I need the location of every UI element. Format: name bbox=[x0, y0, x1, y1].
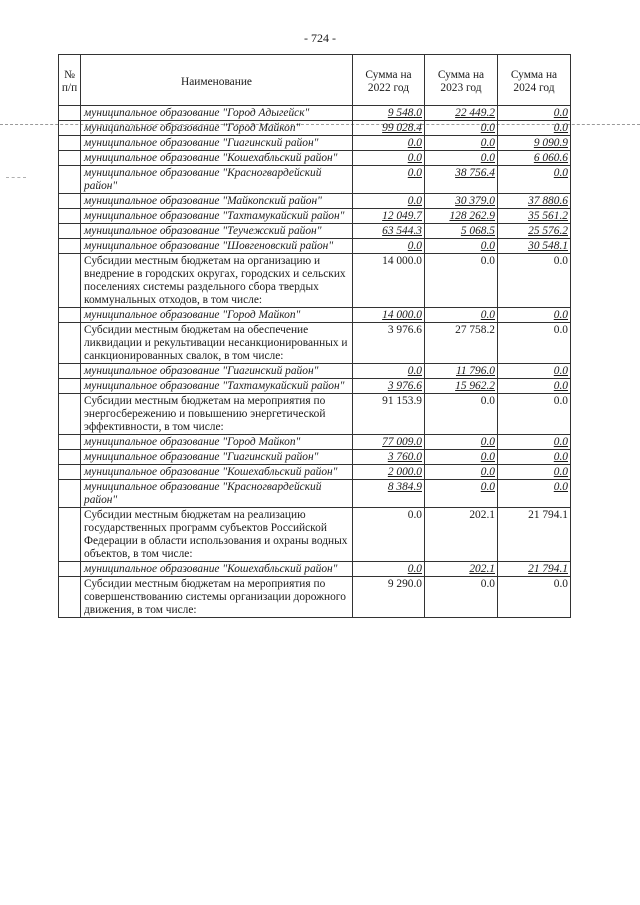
row-sum-2024: 0.0 bbox=[498, 480, 571, 508]
table-row bbox=[59, 224, 571, 239]
row-name: муниципальное образование "Красногвардейский район" bbox=[81, 480, 353, 508]
row-sum-2024: 25 576.2 bbox=[498, 224, 571, 239]
row-sum-2022: 12 049.7 bbox=[353, 209, 425, 224]
row-number bbox=[59, 450, 81, 465]
row-sum-2023: 0.0 bbox=[425, 239, 498, 254]
row-name: муниципальное образование "Гиагинский район" bbox=[81, 364, 353, 379]
row-name: муниципальное образование "Теучежский район" bbox=[81, 224, 353, 239]
page-number: - 724 - bbox=[304, 31, 336, 45]
row-sum-2022: 99 028.4 bbox=[353, 121, 425, 136]
row-sum-2024: 0.0 bbox=[498, 106, 571, 121]
row-sum-2024: 0.0 bbox=[498, 577, 571, 618]
table-row bbox=[59, 136, 571, 151]
row-sum-2023: 128 262.9 bbox=[425, 209, 498, 224]
table-row bbox=[59, 239, 571, 254]
row-number bbox=[59, 194, 81, 209]
header-sum-2022: Сумма на 2022 год bbox=[353, 55, 425, 106]
table-row bbox=[59, 106, 571, 121]
row-sum-2023: 0.0 bbox=[425, 435, 498, 450]
row-name: Субсидии местным бюджетам на обеспечение ликвидации и рекультивации несанкционированных и санкционированных свалок, в том числе: bbox=[81, 323, 353, 364]
row-name: муниципальное образование "Гиагинский район" bbox=[81, 136, 353, 151]
row-name: муниципальное образование "Тахтамукайский район" bbox=[81, 379, 353, 394]
row-number bbox=[59, 508, 81, 562]
table-row bbox=[59, 450, 571, 465]
row-sum-2023: 0.0 bbox=[425, 121, 498, 136]
row-number bbox=[59, 224, 81, 239]
row-name: Субсидии местным бюджетам на реализацию государственных программ субъектов Российской Федерации в области использования и охраны водных объектов, в том числе: bbox=[81, 508, 353, 562]
row-sum-2023: 27 758.2 bbox=[425, 323, 498, 364]
row-number bbox=[59, 121, 81, 136]
row-number bbox=[59, 166, 81, 194]
row-sum-2024: 0.0 bbox=[498, 435, 571, 450]
row-number bbox=[59, 209, 81, 224]
row-sum-2022: 14 000.0 bbox=[353, 308, 425, 323]
row-sum-2022: 3 976.6 bbox=[353, 323, 425, 364]
row-sum-2022: 0.0 bbox=[353, 562, 425, 577]
row-sum-2022: 77 009.0 bbox=[353, 435, 425, 450]
row-sum-2022: 3 760.0 bbox=[353, 450, 425, 465]
row-sum-2024: 37 880.6 bbox=[498, 194, 571, 209]
row-sum-2023: 11 796.0 bbox=[425, 364, 498, 379]
row-number bbox=[59, 254, 81, 308]
row-name: муниципальное образование "Город Адыгейск" bbox=[81, 106, 353, 121]
row-name: муниципальное образование "Город Майкоп" bbox=[81, 308, 353, 323]
table-row bbox=[59, 194, 571, 209]
table-row bbox=[59, 394, 571, 435]
row-sum-2022: 9 290.0 bbox=[353, 577, 425, 618]
row-sum-2022: 0.0 bbox=[353, 136, 425, 151]
row-number bbox=[59, 480, 81, 508]
row-sum-2024: 0.0 bbox=[498, 364, 571, 379]
row-sum-2024: 0.0 bbox=[498, 379, 571, 394]
row-sum-2022: 0.0 bbox=[353, 166, 425, 194]
table-row bbox=[59, 209, 571, 224]
budget-table bbox=[58, 54, 571, 618]
row-sum-2024: 9 090.9 bbox=[498, 136, 571, 151]
header-sum-2023: Сумма на 2023 год bbox=[425, 55, 498, 106]
table-body bbox=[59, 106, 571, 618]
row-sum-2023: 5 068.5 bbox=[425, 224, 498, 239]
row-name: муниципальное образование "Кошехабльский район" bbox=[81, 465, 353, 480]
row-name: муниципальное образование "Кошехабльский район" bbox=[81, 151, 353, 166]
row-sum-2022: 91 153.9 bbox=[353, 394, 425, 435]
table-row bbox=[59, 308, 571, 323]
row-number bbox=[59, 394, 81, 435]
row-sum-2022: 14 000.0 bbox=[353, 254, 425, 308]
row-sum-2023: 0.0 bbox=[425, 254, 498, 308]
row-number bbox=[59, 136, 81, 151]
row-name: Субсидии местным бюджетам на мероприятия по совершенствованию системы организации дорожного движения, в том числе: bbox=[81, 577, 353, 618]
row-number bbox=[59, 239, 81, 254]
row-sum-2023: 0.0 bbox=[425, 480, 498, 508]
row-sum-2023: 202.1 bbox=[425, 508, 498, 562]
row-sum-2023: 202.1 bbox=[425, 562, 498, 577]
row-sum-2022: 0.0 bbox=[353, 151, 425, 166]
row-sum-2024: 0.0 bbox=[498, 254, 571, 308]
row-sum-2023: 0.0 bbox=[425, 465, 498, 480]
row-name: муниципальное образование "Тахтамукайский район" bbox=[81, 209, 353, 224]
table-row bbox=[59, 121, 571, 136]
header-number: № п/п bbox=[59, 55, 81, 106]
row-number bbox=[59, 323, 81, 364]
row-name: муниципальное образование "Кошехабльский район" bbox=[81, 562, 353, 577]
table-row bbox=[59, 254, 571, 308]
row-name: Субсидии местным бюджетам на организацию и внедрение в городских округах, городских и сельских поселениях системы раздельного сбора твердых коммунальных отходов, в том числе: bbox=[81, 254, 353, 308]
row-sum-2022: 0.0 bbox=[353, 508, 425, 562]
row-sum-2023: 0.0 bbox=[425, 136, 498, 151]
row-sum-2023: 0.0 bbox=[425, 151, 498, 166]
row-number bbox=[59, 465, 81, 480]
table-row bbox=[59, 508, 571, 562]
row-number bbox=[59, 562, 81, 577]
row-number bbox=[59, 106, 81, 121]
row-sum-2024: 35 561.2 bbox=[498, 209, 571, 224]
row-number bbox=[59, 151, 81, 166]
row-sum-2022: 0.0 bbox=[353, 364, 425, 379]
row-sum-2024: 0.0 bbox=[498, 166, 571, 194]
table-row bbox=[59, 480, 571, 508]
row-name: муниципальное образование "Город Майкоп" bbox=[81, 435, 353, 450]
row-sum-2022: 3 976.6 bbox=[353, 379, 425, 394]
row-sum-2024: 0.0 bbox=[498, 465, 571, 480]
row-sum-2022: 2 000.0 bbox=[353, 465, 425, 480]
row-sum-2023: 38 756.4 bbox=[425, 166, 498, 194]
table-row bbox=[59, 379, 571, 394]
table-row bbox=[59, 465, 571, 480]
row-sum-2024: 0.0 bbox=[498, 121, 571, 136]
row-name: муниципальное образование "Гиагинский район" bbox=[81, 450, 353, 465]
row-number bbox=[59, 364, 81, 379]
row-sum-2023: 0.0 bbox=[425, 577, 498, 618]
row-sum-2022: 8 384.9 bbox=[353, 480, 425, 508]
row-sum-2023: 30 379.0 bbox=[425, 194, 498, 209]
row-name: Субсидии местным бюджетам на мероприятия по энергосбережению и повышению энергетической эффективности, в том числе: bbox=[81, 394, 353, 435]
row-number bbox=[59, 379, 81, 394]
row-sum-2024: 0.0 bbox=[498, 323, 571, 364]
header-name: Наименование bbox=[81, 55, 353, 106]
row-sum-2024: 6 060.6 bbox=[498, 151, 571, 166]
row-sum-2024: 21 794.1 bbox=[498, 562, 571, 577]
row-sum-2022: 63 544.3 bbox=[353, 224, 425, 239]
row-sum-2022: 0.0 bbox=[353, 194, 425, 209]
row-sum-2022: 9 548.0 bbox=[353, 106, 425, 121]
row-sum-2024: 30 548.1 bbox=[498, 239, 571, 254]
row-name: муниципальное образование "Город Майкоп" bbox=[81, 121, 353, 136]
table-row bbox=[59, 166, 571, 194]
row-sum-2024: 21 794.1 bbox=[498, 508, 571, 562]
table-row bbox=[59, 323, 571, 364]
row-sum-2023: 0.0 bbox=[425, 450, 498, 465]
table-row bbox=[59, 562, 571, 577]
row-number bbox=[59, 577, 81, 618]
row-name: муниципальное образование "Майкопский район" bbox=[81, 194, 353, 209]
table-row bbox=[59, 435, 571, 450]
row-sum-2024: 0.0 bbox=[498, 308, 571, 323]
row-sum-2024: 0.0 bbox=[498, 394, 571, 435]
table-row bbox=[59, 151, 571, 166]
row-sum-2023: 22 449.2 bbox=[425, 106, 498, 121]
table-header-row bbox=[59, 55, 571, 106]
header-sum-2024: Сумма на 2024 год bbox=[498, 55, 571, 106]
row-number bbox=[59, 308, 81, 323]
scan-margin-mark bbox=[6, 177, 26, 178]
row-sum-2023: 15 962.2 bbox=[425, 379, 498, 394]
row-sum-2022: 0.0 bbox=[353, 239, 425, 254]
row-sum-2023: 0.0 bbox=[425, 308, 498, 323]
row-sum-2023: 0.0 bbox=[425, 394, 498, 435]
table-row bbox=[59, 364, 571, 379]
row-name: муниципальное образование "Шовгеновский район" bbox=[81, 239, 353, 254]
row-sum-2024: 0.0 bbox=[498, 450, 571, 465]
row-name: муниципальное образование "Красногвардейский район" bbox=[81, 166, 353, 194]
table-row bbox=[59, 577, 571, 618]
row-number bbox=[59, 435, 81, 450]
